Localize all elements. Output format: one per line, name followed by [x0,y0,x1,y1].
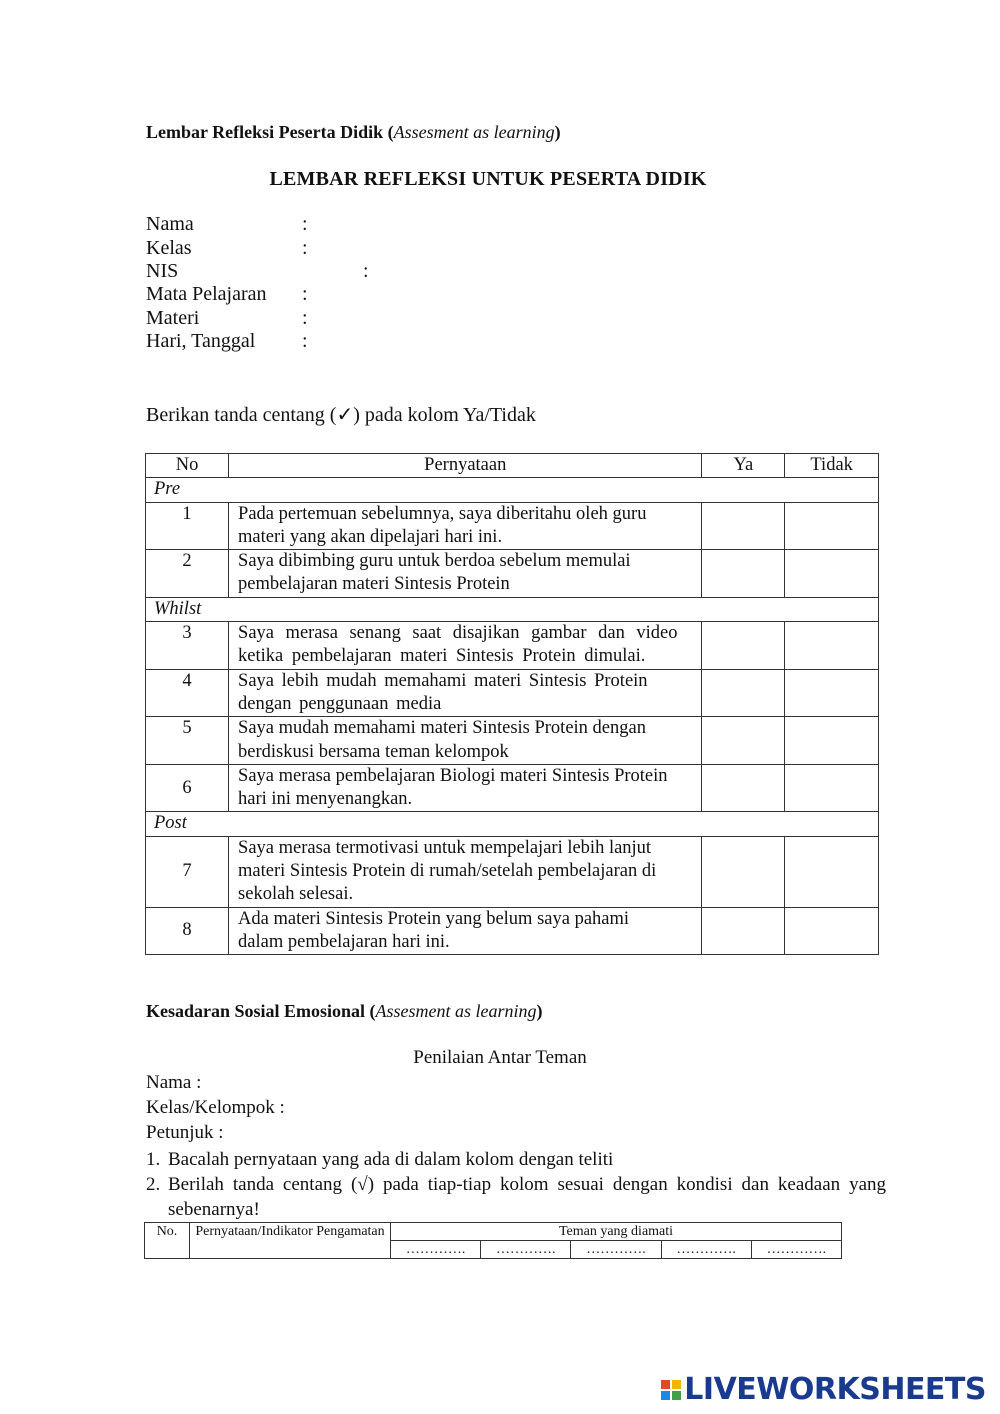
peer-assessment-title: Penilaian Antar Teman [413,1047,587,1068]
logo-square [661,1391,670,1400]
social-emotional-heading: Kesadaran Sosial Emosional (Assesment as learning) [146,1001,543,1021]
liveworksheets-logo-icon [661,1380,681,1400]
identity-label-kelas: Kelas [146,237,192,259]
no-checkbox-cell[interactable] [785,669,879,717]
identity-label-nis: NIS [146,260,179,282]
section-label-whilst: Whilst [146,597,879,621]
row-statement: Saya merasa senang saat disajikan gambar dan video ketika pembelajaran materi Sintesis Protein dimulai. [229,622,702,670]
row-statement: Saya lebih mudah memahami materi Sintesis Protein dengan penggunaan media [229,669,702,717]
yes-checkbox-cell[interactable] [702,717,785,765]
section-row [146,597,879,621]
identity-colon: : [302,307,308,329]
yes-checkbox-cell[interactable] [702,622,785,670]
identity-label-materi: Materi [146,307,200,329]
table-row [146,622,879,670]
no-checkbox-cell[interactable] [785,550,879,598]
table-row [146,502,879,550]
row-number: 2 [146,550,229,598]
friend-name-blank[interactable]: …………. [571,1241,661,1259]
logo-square [672,1391,681,1400]
header-no-answer: Tidak [785,454,879,478]
identity-label-hari: Hari, Tanggal [146,330,256,352]
header-no: No [146,454,229,478]
yes-checkbox-cell[interactable] [702,836,785,907]
no-checkbox-cell[interactable] [785,622,879,670]
identity-colon: : [302,237,308,259]
header-yes: Ya [702,454,785,478]
peer-header-row [145,1223,842,1241]
logo-square [672,1380,681,1389]
no-checkbox-cell[interactable] [785,502,879,550]
row-number: 7 [146,836,229,907]
reflection-heading: Lembar Refleksi Peserta Didik (Assesment as learning) [146,122,561,142]
directions-label: Petunjuk : [146,1122,224,1143]
row-number: 8 [146,907,229,955]
yes-checkbox-cell[interactable] [702,502,785,550]
table-row [146,550,879,598]
row-statement: Saya merasa termotivasi untuk mempelajari lebih lanjut materi Sintesis Protein di rumah/setelah pembelajaran di sekolah selesai. [229,836,702,907]
section-row [146,478,879,502]
friend-name-blank[interactable]: …………. [481,1241,571,1259]
row-number: 6 [146,764,229,812]
brand-name: LIVEWORKSHEETS [684,1372,986,1407]
no-checkbox-cell[interactable] [785,907,879,955]
identity-colon: : [302,213,308,235]
table-row [146,717,879,765]
yes-checkbox-cell[interactable] [702,907,785,955]
friend-name-blank[interactable]: …………. [661,1241,751,1259]
yes-checkbox-cell[interactable] [702,669,785,717]
row-statement: Pada pertemuan sebelumnya, saya diberitahu oleh guru materi yang akan dipelajari hari ini. [229,502,702,550]
table-row [146,836,879,907]
peer-class-label: Kelas/Kelompok : [146,1097,285,1118]
identity-colon: : [302,283,308,305]
peer-header-observed: Teman yang diamati [391,1223,842,1241]
row-number: 3 [146,622,229,670]
row-number: 1 [146,502,229,550]
header-statement: Pernyataan [229,454,702,478]
section-row [146,812,879,836]
section-label-post: Post [146,812,879,836]
identity-label-mapel: Mata Pelajaran [146,283,267,305]
friend-name-blank[interactable]: …………. [391,1241,481,1259]
instruction-text: Berikan tanda centang (✓) pada kolom Ya/Tidak [146,404,536,426]
friend-name-blank[interactable]: …………. [751,1241,841,1259]
yes-checkbox-cell[interactable] [702,550,785,598]
no-checkbox-cell[interactable] [785,717,879,765]
identity-colon: : [302,330,308,352]
row-statement: Saya mudah memahami materi Sintesis Protein dengan berdiskusi bersama teman kelompok [229,717,702,765]
no-checkbox-cell[interactable] [785,764,879,812]
peer-assessment-table [144,1222,842,1259]
reflection-table [145,453,879,955]
row-number: 4 [146,669,229,717]
logo-square [661,1380,670,1389]
page-title: LEMBAR REFLEKSI UNTUK PESERTA DIDIK [269,168,707,190]
table-row [146,764,879,812]
liveworksheets-watermark [661,1372,986,1407]
direction-step: 1. Bacalah pernyataan yang ada di dalam kolom dengan teliti [146,1149,614,1170]
peer-name-label: Nama : [146,1072,202,1093]
no-checkbox-cell[interactable] [785,836,879,907]
row-statement: Saya merasa pembelajaran Biologi materi Sintesis Protein hari ini menyenangkan. [229,764,702,812]
peer-header-indicator: Pernyataan/Indikator Pengamatan [190,1223,391,1259]
yes-checkbox-cell[interactable] [702,764,785,812]
identity-colon: : [363,260,369,282]
table-row [146,907,879,955]
section-label-pre: Pre [146,478,879,502]
direction-step: 2. Berilah tanda centang (√) pada tiap-tiap kolom sesuai dengan kondisi dan keadaan yang sebenarnya! [146,1174,886,1220]
peer-header-no: No. [145,1223,190,1259]
table-header-row [146,454,879,478]
identity-label-nama: Nama [146,213,194,235]
row-statement: Ada materi Sintesis Protein yang belum saya pahami dalam pembelajaran hari ini. [229,907,702,955]
row-statement: Saya dibimbing guru untuk berdoa sebelum memulai pembelajaran materi Sintesis Protein [229,550,702,598]
row-number: 5 [146,717,229,765]
table-row [146,669,879,717]
